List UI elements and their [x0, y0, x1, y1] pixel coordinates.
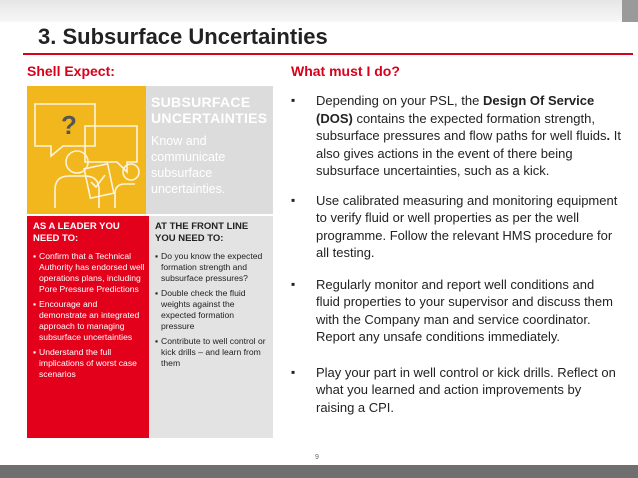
leader-heading: AS A LEADER YOU NEED TO: [33, 221, 120, 244]
bullet-dos-post: It also gives actions in the event of there being subsurface uncertainties, such as a kick. [316, 128, 621, 178]
graphic-subtitle-line-1: Know and [151, 134, 207, 148]
page-title: 3. Subsurface Uncertainties [38, 24, 328, 49]
graphic-subtitle-line-2: communicate [151, 150, 226, 164]
frontline-panel [149, 216, 273, 438]
frontline-list [149, 251, 273, 369]
graphic-title-line-1: SUBSURFACE [151, 94, 251, 110]
bullet-dos [291, 92, 621, 180]
left-heading: Shell Expect: [27, 63, 115, 79]
list-item: ▪ Double check the fluid weights against the expected formation pressure [155, 288, 269, 332]
graphic-subtitle-line-4: uncertainties. [151, 182, 226, 196]
question-mark-speech-bubbles-icon [27, 86, 146, 214]
top-bar-accent [622, 0, 638, 22]
frontline-heading: AT THE FRONT LINE YOU NEED TO: [155, 221, 249, 244]
page-number: 9 [315, 454, 319, 461]
bullet-drills: ▪ Play your part in well control or kick drills. Reflect on what you learned and action improvements by raising a CPI. [291, 364, 621, 417]
bullet-calibrated-equipment: ▪ Use calibrated measuring and monitoring equipment to verify fluid or well properties as per the well programme. Follow the relevant HMS procedure for all testing. [291, 192, 621, 262]
graphic-title [151, 94, 267, 126]
leader-list [27, 251, 149, 380]
bullet-dos-mid: contains the expected formation strength, subsurface pressures and flow paths for well fluids [316, 110, 607, 143]
bottom-bar [0, 465, 638, 478]
list-item: ▪ Contribute to well control or kick drills – and learn from them [155, 336, 269, 369]
list-item: ▪ Do you know the expected formation strength and subsurface pressures? [155, 251, 269, 284]
graphic-subtitle-line-3: subsurface [151, 166, 213, 180]
leader-panel [27, 216, 149, 438]
bullet-dos-dot: . [606, 128, 611, 143]
list-item: ▪ Understand the full implications of worst case scenarios [33, 347, 145, 380]
illustration-panel [27, 86, 146, 214]
bullet-dos-bold: Design Of Service (DOS) [316, 93, 595, 126]
graphic-title-line-2: UNCERTAINTIES [151, 110, 268, 126]
title-divider [23, 53, 633, 55]
right-heading: What must I do? [291, 63, 400, 79]
action-bullets [291, 92, 621, 416]
bullet-monitor-report: ▪ Regularly monitor and report well conditions and fluid properties to your supervisor and discuss them with the Company man and service coordinator. Report any unsafe conditions immediately. [291, 276, 621, 346]
svg-text:?: ? [61, 110, 77, 140]
list-item: ▪ Encourage and demonstrate an integrated approach to managing subsurface uncertainties [33, 299, 145, 343]
top-bar [0, 0, 638, 22]
list-item: ▪ Confirm that a Technical Authority has endorsed well operations plans, including Pore Pressure Predictions [33, 251, 145, 295]
graphic-subtitle [151, 133, 225, 197]
bullet-dos-pre: Depending on your PSL, the [316, 93, 483, 108]
subsurface-graphic [27, 86, 273, 214]
